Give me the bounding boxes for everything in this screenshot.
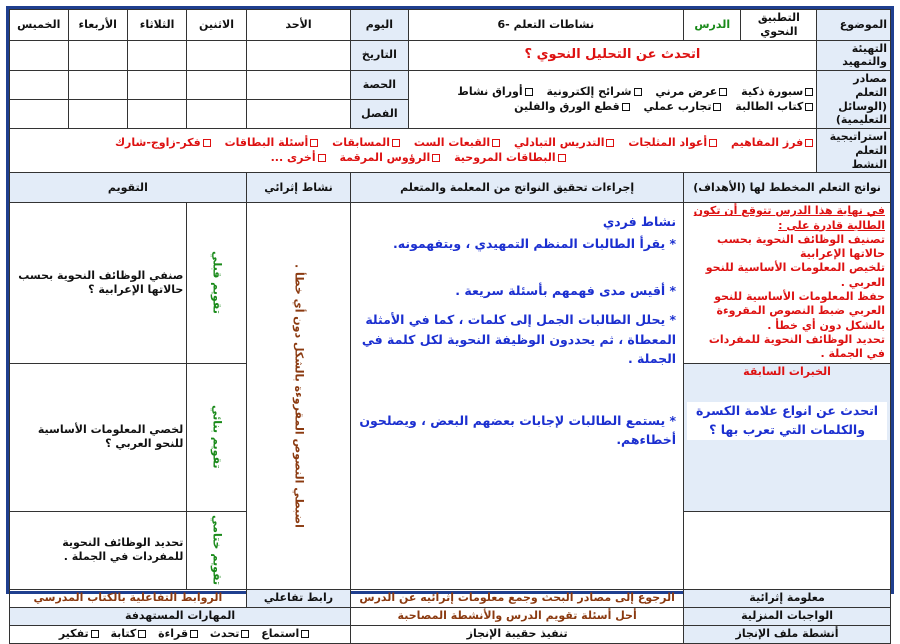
resources-label-line2: (الوسائل التعليمية): [835, 99, 887, 127]
subject-value: التطبيق النحوي: [741, 10, 817, 41]
skills-label: المهارات المستهدفة: [10, 607, 351, 625]
goals-heading: نواتج التعلم المخطط لها (الأهداف): [684, 173, 891, 203]
class-label: الفصل: [351, 100, 408, 129]
period-cell-thu[interactable]: [10, 71, 69, 100]
strategies-options: [10, 129, 817, 173]
strategy-option[interactable]: أعواد المثلجات: [628, 136, 717, 149]
class-cell-mon[interactable]: [187, 100, 246, 129]
checkbox-icon[interactable]: [91, 630, 99, 638]
portfolio-value: تنفيذ حقيبة الإنجاز: [351, 625, 684, 643]
day-tue: الثلاثاء: [127, 10, 186, 41]
strategy-option[interactable]: المسابقات: [332, 136, 400, 149]
procedure-item: * أقيس مدى فهمهم بأسئلة سريعة .: [455, 283, 677, 298]
resources-label: [817, 71, 891, 129]
skill-option[interactable]: قراءة: [158, 627, 198, 640]
checkbox-icon[interactable]: [805, 139, 813, 147]
checkbox-icon[interactable]: [805, 103, 813, 111]
goals-cell: [684, 203, 891, 363]
interactive-link-value[interactable]: الروابط التفاعلية بالكتاب المدرسي: [10, 589, 247, 607]
checkbox-icon[interactable]: [190, 630, 198, 638]
homework-value: أحل أسئلة تقويم الدرس والأنشطة المصاحبة: [351, 607, 684, 625]
lesson-plan-sheet: [6, 6, 894, 641]
strategy-option[interactable]: البطاقات المروحية: [454, 151, 566, 164]
goal-item: حفظ المعلومات الأساسية للنحو العربي ضبط النصوص المقروءة بالشكل دون أي خطأ .: [714, 290, 885, 332]
skill-option[interactable]: تحدث: [210, 627, 249, 640]
goal-item: تصنيف الوظائف النحوية بحسب حالاتها الإعرابية: [717, 232, 885, 261]
evaluation-type-formative: [187, 363, 246, 511]
portfolio-label: أنشطة ملف الإنجاز: [684, 625, 891, 643]
checkbox-icon[interactable]: [558, 154, 566, 162]
goal-item: تحديد الوظائف النحوية للمفردات في الجملة .: [708, 332, 885, 361]
day-label: اليوم: [351, 10, 408, 41]
procedure-item: * يقرأ الطالبات المنظم التمهيدي ، ويتفهمونه.: [393, 235, 677, 251]
period-label: الحصة: [351, 71, 408, 100]
prior-text: اتحدث عن انواع علامة الكسرة والكلمات التي تعرب بها ؟: [687, 402, 887, 440]
evaluation-text-pre: صنفي الوظائف النحوية بحسب حالاتها الإعرابية ؟: [10, 203, 187, 363]
resource-option[interactable]: عرض مرني: [655, 85, 727, 98]
period-cell-mon[interactable]: [187, 71, 246, 100]
checkbox-icon[interactable]: [241, 630, 249, 638]
period-cell-wed[interactable]: [68, 71, 127, 100]
evaluation-type-label: تقويم قبلي: [210, 251, 224, 315]
strategy-option[interactable]: أخرى ...: [271, 151, 326, 164]
prior-spacer: [684, 511, 891, 589]
checkbox-icon[interactable]: [432, 154, 440, 162]
checkbox-icon[interactable]: [634, 88, 642, 96]
lesson-plan-table: [9, 9, 891, 644]
strategy-option[interactable]: التدريس التبادلي: [514, 136, 615, 149]
strategies-label: [817, 129, 891, 173]
checkbox-icon[interactable]: [203, 139, 211, 147]
checkbox-icon[interactable]: [318, 154, 326, 162]
evaluation-type-label: تقويم ختامي: [210, 515, 224, 586]
checkbox-icon[interactable]: [392, 139, 400, 147]
checkbox-icon[interactable]: [622, 103, 630, 111]
enrichment-cell: [246, 203, 350, 589]
class-cell-wed[interactable]: [68, 100, 127, 129]
resources-options: [408, 71, 817, 129]
checkbox-icon[interactable]: [310, 139, 318, 147]
date-cell-sun[interactable]: [246, 40, 350, 71]
skill-option[interactable]: استماع: [261, 627, 309, 640]
checkbox-icon[interactable]: [525, 88, 533, 96]
skill-option[interactable]: تفكير: [59, 627, 99, 640]
checkbox-icon[interactable]: [492, 139, 500, 147]
day-sun: الأحد: [246, 10, 350, 41]
class-cell-tue[interactable]: [127, 100, 186, 129]
goal-item: تلخيص المعلومات الأساسية للنحو العربي .: [705, 261, 885, 289]
date-cell-tue[interactable]: [127, 40, 186, 71]
lesson-label: الدرس: [684, 10, 741, 41]
strategy-option[interactable]: فكر-زاوج-شارك: [115, 136, 211, 149]
prior-label: الخبرات السابقة اتحدث عن انواع علامة الكسرة والكلمات التي تعرب بها ؟: [684, 363, 891, 511]
evaluation-text-summative: تحديد الوظائف النحوية للمفردات في الجملة .: [10, 511, 187, 589]
day-thu: الخميس: [10, 10, 69, 41]
evaluation-type-summative: [187, 511, 246, 589]
evaluation-type-pre: [187, 203, 246, 363]
interactive-link-label: رابط تفاعلي: [246, 589, 350, 607]
procedure-item: * يستمع الطالبات لإجابات بعضهم البعض ، ويصلحون أخطاءهم.: [359, 412, 677, 447]
class-cell-sun[interactable]: [246, 100, 350, 129]
resource-option[interactable]: شرائح إلكترونية: [547, 85, 642, 98]
resource-option[interactable]: سبورة ذكية: [741, 85, 813, 98]
day-wed: الأربعاء: [68, 10, 127, 41]
checkbox-icon[interactable]: [301, 630, 309, 638]
class-cell-thu[interactable]: [10, 100, 69, 129]
skills-options: [10, 625, 351, 643]
procedures-heading: إجراءات تحقيق النواتج من المعلمة والمتعلم: [351, 173, 684, 203]
checkbox-icon[interactable]: [805, 88, 813, 96]
enrichment-text: اضبطي النصوص المقروءة بالشكل دون أي خطأ .: [292, 263, 306, 528]
skill-option[interactable]: كتابة: [110, 627, 146, 640]
date-cell-mon[interactable]: [187, 40, 246, 71]
goals-intro: في نهاية هذا الدرس تتوقع أن تكون الطالبة قادرة على :: [693, 204, 885, 232]
period-cell-tue[interactable]: [127, 71, 186, 100]
day-mon: الاثنين: [187, 10, 246, 41]
homework-label: الواجبات المنزلية: [684, 607, 891, 625]
intro-label: التهيئة والتمهيد: [817, 40, 891, 71]
checkbox-icon[interactable]: [709, 139, 717, 147]
date-cell-wed[interactable]: [68, 40, 127, 71]
checkbox-icon[interactable]: [138, 630, 146, 638]
strategy-option[interactable]: أسئلة البطاقات: [225, 136, 319, 149]
checkbox-icon[interactable]: [606, 139, 614, 147]
resource-option[interactable]: تجارب عملي: [644, 100, 722, 113]
intro-value: اتحدث عن التحليل النحوي ؟: [408, 40, 817, 71]
period-cell-sun[interactable]: [246, 71, 350, 100]
resource-option[interactable]: أوراق نشاط: [457, 85, 532, 98]
resource-option[interactable]: كتاب الطالبة: [735, 100, 813, 113]
strategy-option[interactable]: فرز المفاهيم: [731, 136, 813, 149]
date-cell-thu[interactable]: [10, 40, 69, 71]
strategy-option[interactable]: الرؤوس المرقمة: [339, 151, 440, 164]
checkbox-icon[interactable]: [713, 103, 721, 111]
evaluation-type-label: تقويم بنائي: [210, 405, 224, 469]
evaluation-text-formative: لخصي المعلومات الأساسية للنحو العربي ؟: [10, 363, 187, 511]
strategies-label-line1: استراتيجية التعلم: [829, 130, 887, 157]
resources-label-line1: مصادر التعلم: [853, 72, 887, 99]
subject-label: الموضوع: [817, 10, 891, 41]
procedure-item: * يحلل الطالبات الجمل إلى كلمات ، كما في الأمثلة المعطاة ، ثم يحددون الوظيفة النحوية لكل كلمة في الجملة .: [361, 312, 677, 367]
evaluation-heading: التقويم: [10, 173, 247, 203]
procedures-title: نشاط فردي: [602, 214, 677, 230]
lesson-value: نشاطات التعلم -6: [408, 10, 684, 41]
checkbox-icon[interactable]: [719, 88, 727, 96]
strategies-label-line2: النشط: [851, 157, 887, 171]
procedural-info-label: معلومة إثرائية: [684, 589, 891, 607]
procedural-info-value: الرجوع إلى مصادر البحث وجمع معلومات إثرائيه عن الدرس: [351, 589, 684, 607]
resource-option[interactable]: قطع الورق والفلين: [514, 100, 630, 113]
strategy-option[interactable]: القبعات الست: [414, 136, 500, 149]
procedures-cell: [351, 203, 684, 589]
date-label: التاريخ: [351, 40, 408, 71]
enrichment-heading: نشاط إثرائي: [246, 173, 350, 203]
